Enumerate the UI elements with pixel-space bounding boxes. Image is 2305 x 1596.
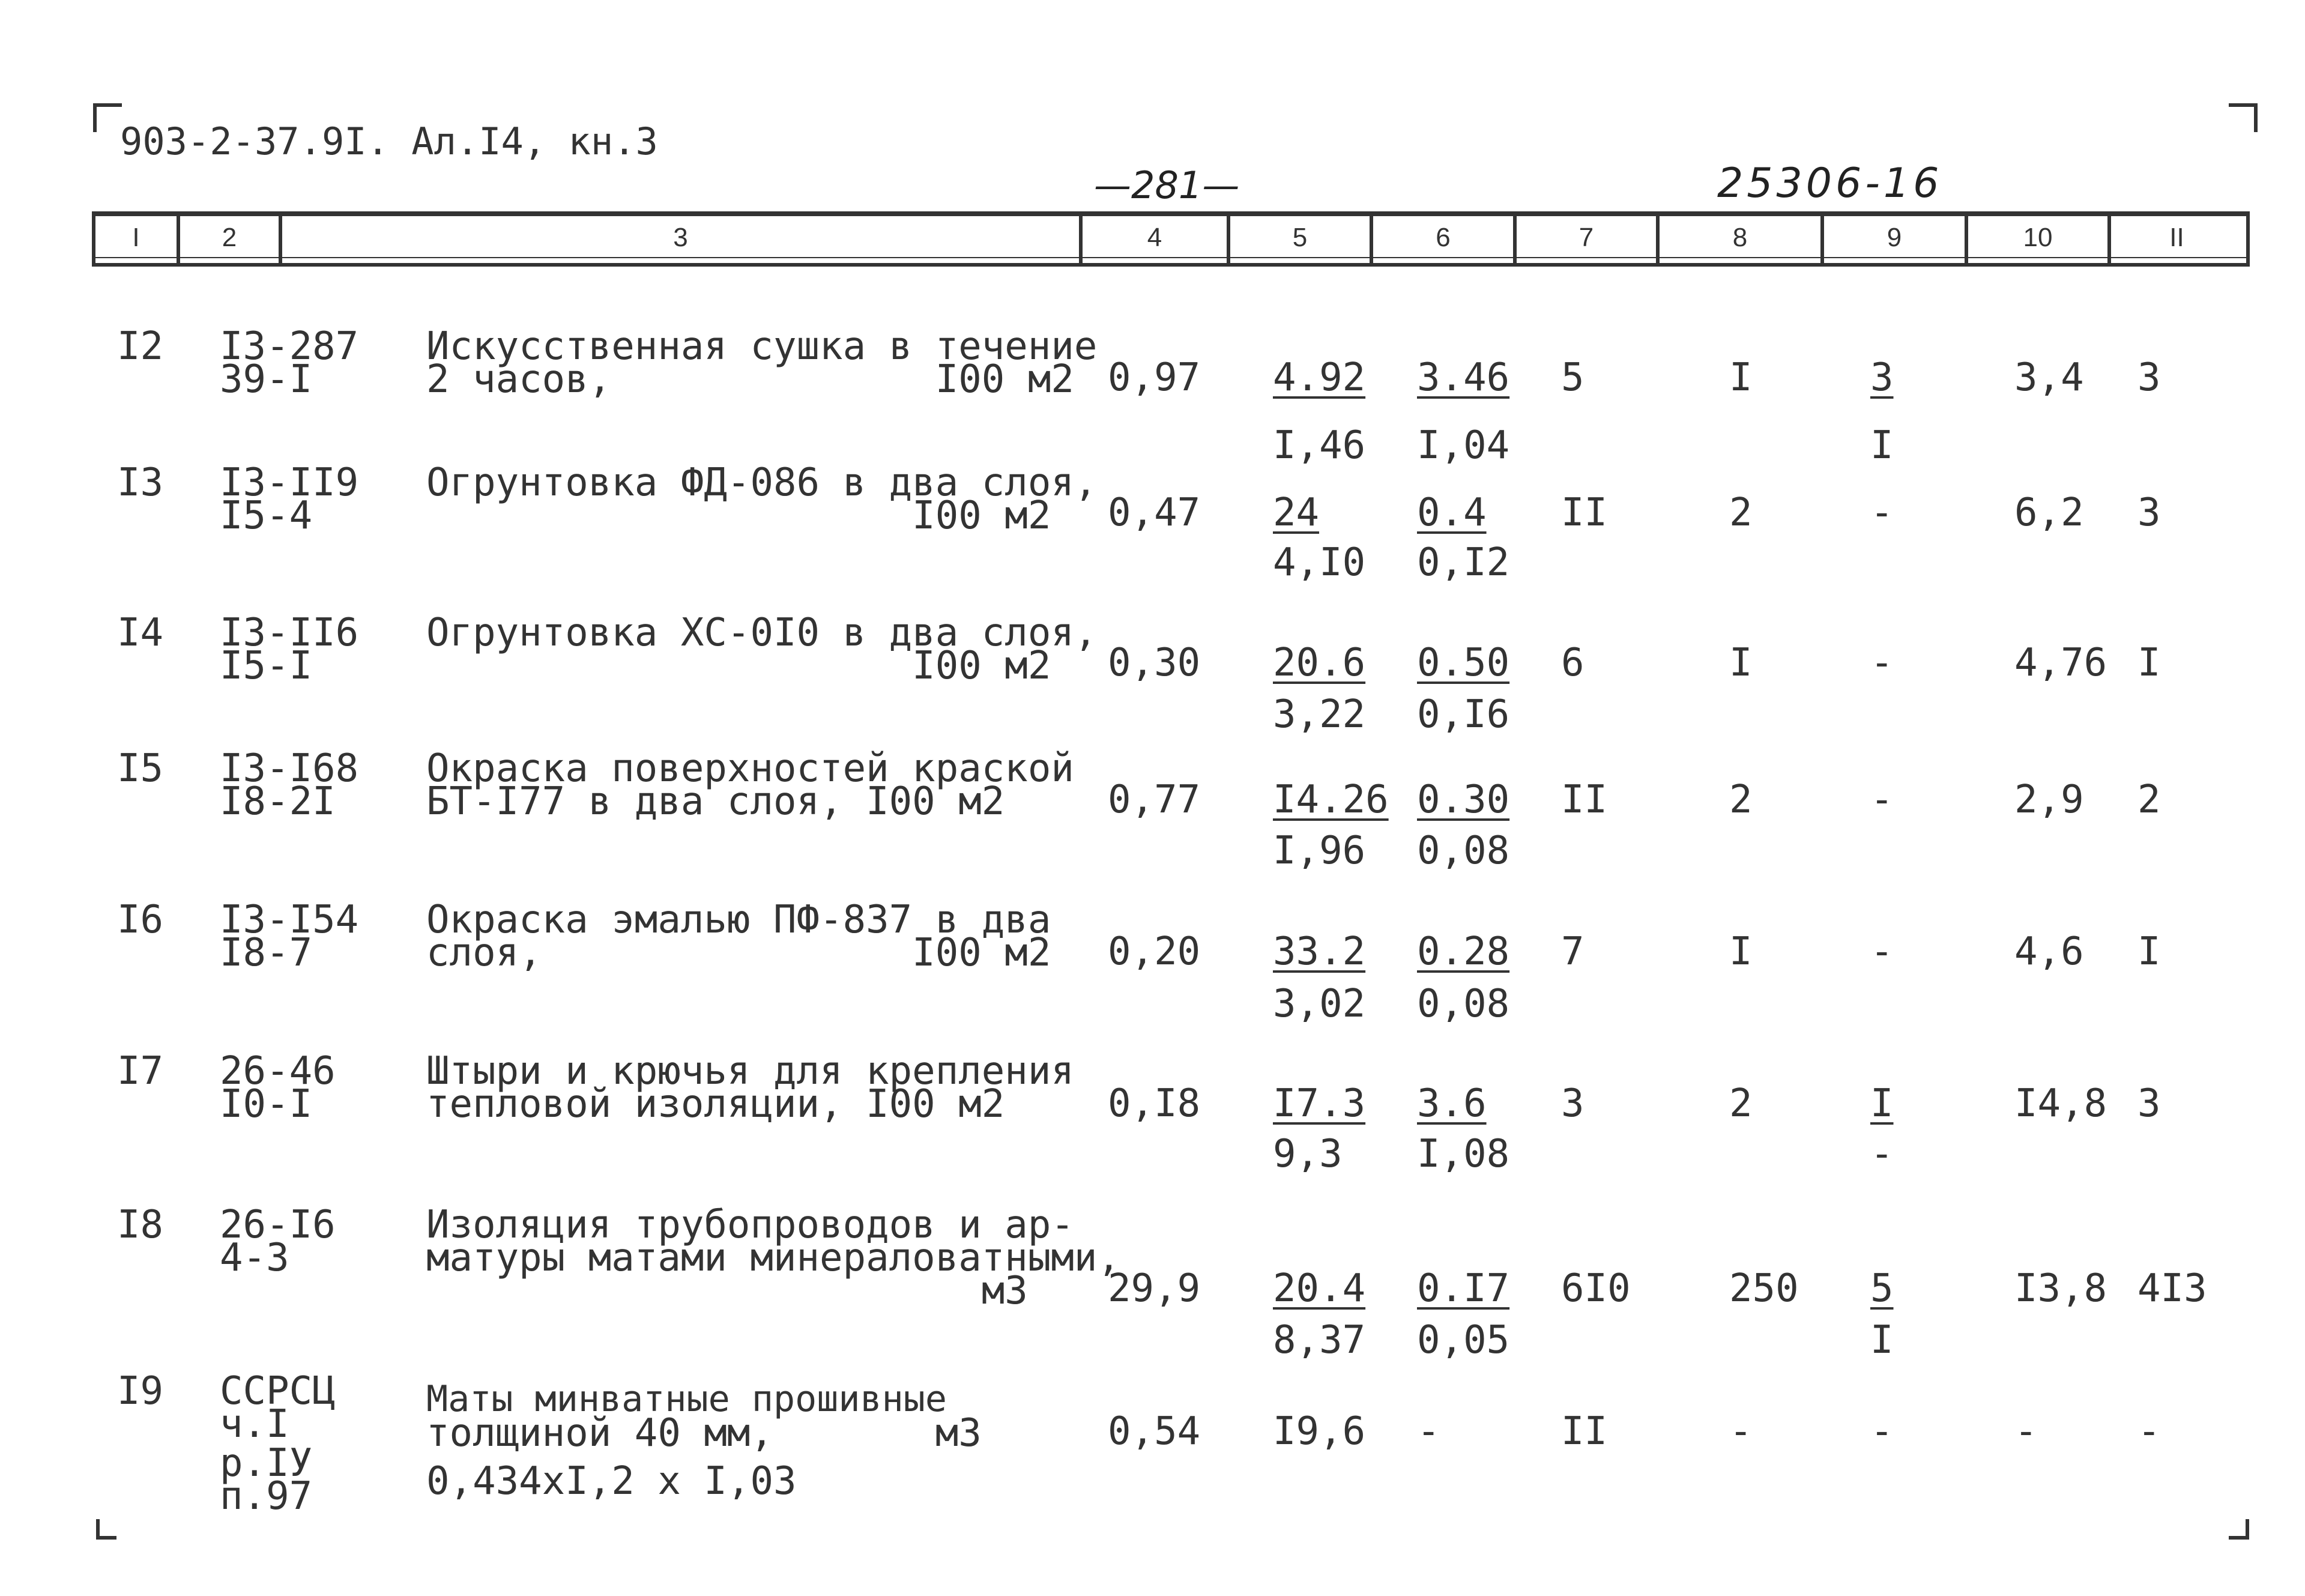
column-header-1: I xyxy=(132,223,140,252)
col10-value: 4,6 xyxy=(2014,929,2084,974)
col6-bottom: 0,08 xyxy=(1417,829,1510,873)
col8-value: 2 xyxy=(1729,491,1753,535)
norm-code-line: 26-I6 xyxy=(220,1203,336,1247)
col8-value: 2 xyxy=(1729,1081,1753,1126)
description-extra: 0,434хI,2 х I,03 xyxy=(426,1459,797,1504)
col7-value: II xyxy=(1561,1409,1608,1454)
description-line: БТ-I77 в два слоя, I00 м2 xyxy=(426,779,1005,824)
description-line: I00 м2 xyxy=(426,494,1051,538)
col5-bottom: 4,I0 xyxy=(1273,540,1366,585)
col6-top: 0.50 xyxy=(1417,641,1510,685)
col7-value: 5 xyxy=(1561,355,1584,400)
col5-top: I7.3 xyxy=(1273,1081,1366,1126)
col5-bottom: I,46 xyxy=(1273,423,1366,468)
norm-code-line: 39-I xyxy=(220,357,313,402)
norm-code-line: I3-I54 xyxy=(220,898,359,942)
description-line: Окраска поверхностей краской xyxy=(426,746,1074,791)
description-line: Штыри и крючья для крепления xyxy=(426,1049,1074,1093)
col10-value: I4,8 xyxy=(2014,1081,2107,1126)
col5-bottom: I,96 xyxy=(1273,829,1366,873)
column-header-inner-line xyxy=(95,215,2246,216)
inventory-number: 25306-16 xyxy=(1717,160,1943,207)
description-line: Окраска эмалью ПФ-837 в два xyxy=(426,898,1051,942)
col5-top: 33.2 xyxy=(1273,929,1366,974)
quantity: 29,9 xyxy=(1108,1266,1201,1311)
col7-value: II xyxy=(1561,778,1608,822)
row-number: I3 xyxy=(117,461,164,505)
col11-value: 3 xyxy=(2137,491,2161,535)
col5-top: I9,6 xyxy=(1273,1409,1366,1454)
col7-value: 6 xyxy=(1561,641,1584,685)
col6-bottom: 0,08 xyxy=(1417,982,1510,1026)
col11-value: I xyxy=(2137,929,2161,974)
row-number: I9 xyxy=(117,1369,164,1413)
corner-mark-bottom-left xyxy=(96,1519,116,1540)
corner-mark-top-left xyxy=(93,103,122,132)
norm-code-line: ч.I xyxy=(220,1402,289,1446)
norm-code-line: 26-46 xyxy=(220,1049,336,1093)
col9-bottom: - xyxy=(1870,1132,1894,1176)
col11-value: I xyxy=(2137,641,2161,685)
norm-code-line: I3-287 xyxy=(220,324,359,369)
description-line: м3 xyxy=(426,1269,1028,1313)
col6-bottom: 0,05 xyxy=(1417,1318,1510,1362)
quantity: 0,20 xyxy=(1108,929,1201,974)
col10-value: 6,2 xyxy=(2014,491,2084,535)
column-header-8: 8 xyxy=(1732,223,1748,252)
row-number: I5 xyxy=(117,746,164,791)
norm-code-line: I0-I xyxy=(220,1082,313,1126)
col6-bottom: 0,I6 xyxy=(1417,692,1510,737)
col5-top: 20.6 xyxy=(1273,641,1366,685)
col9-top: 3 xyxy=(1870,355,1894,400)
col9-bottom: I xyxy=(1870,423,1894,468)
col6-top: 0.I7 xyxy=(1417,1266,1510,1311)
col10-value: - xyxy=(2014,1409,2038,1454)
norm-code-line: I5-I xyxy=(220,644,313,688)
col6-bottom: I,08 xyxy=(1417,1132,1510,1176)
column-header-5: 5 xyxy=(1292,223,1308,252)
col11-value: 4I3 xyxy=(2137,1266,2207,1311)
corner-mark-bottom-right xyxy=(2229,1519,2249,1540)
col6-top: 3.46 xyxy=(1417,355,1510,400)
col5-top: 20.4 xyxy=(1273,1266,1366,1311)
col10-value: 4,76 xyxy=(2014,641,2107,685)
column-header-2: 2 xyxy=(222,223,237,252)
column-header-7: 7 xyxy=(1578,223,1594,252)
description-line: толщиной 40 мм, м3 xyxy=(426,1411,982,1455)
col5-bottom: 8,37 xyxy=(1273,1318,1366,1362)
col5-top: I4.26 xyxy=(1273,778,1389,822)
description-line: слоя, I00 м2 xyxy=(426,931,1051,975)
col5-top: 24 xyxy=(1273,491,1320,535)
col6-bottom: 0,I2 xyxy=(1417,540,1510,585)
description-line: 2 часов, I00 м2 xyxy=(426,357,1074,402)
col6-bottom: I,04 xyxy=(1417,423,1510,468)
col11-value: - xyxy=(2137,1409,2161,1454)
description-line: Огрунтовка ХС-0I0 в два слоя, xyxy=(426,611,1098,655)
col7-value: 7 xyxy=(1561,929,1584,974)
column-header-3: 3 xyxy=(673,223,688,252)
col6-top: - xyxy=(1417,1409,1440,1454)
norm-code-line: р.IУ xyxy=(220,1441,313,1486)
description-line: Изоляция трубопроводов и ар- xyxy=(426,1203,1074,1247)
norm-code-line: I3-II6 xyxy=(220,611,359,655)
norm-code-line: I8-7 xyxy=(220,931,313,975)
col8-value: 2 xyxy=(1729,778,1753,822)
col5-bottom: 3,02 xyxy=(1273,982,1366,1026)
description-line: Маты минватные прошивные xyxy=(426,1378,947,1420)
col11-value: 2 xyxy=(2137,778,2161,822)
col6-top: 0.28 xyxy=(1417,929,1510,974)
norm-code-line: I5-4 xyxy=(220,494,313,538)
column-header-10: 10 xyxy=(2023,223,2053,252)
col6-top: 0.30 xyxy=(1417,778,1510,822)
column-header-6: 6 xyxy=(1436,223,1451,252)
col8-value: 250 xyxy=(1729,1266,1799,1311)
col9-top: - xyxy=(1870,641,1894,685)
col5-top: 4.92 xyxy=(1273,355,1366,400)
col7-value: II xyxy=(1561,491,1608,535)
document-code: 903-2-37.9I. Ал.I4, кн.3 xyxy=(120,119,658,163)
column-header-4: 4 xyxy=(1147,223,1162,252)
quantity: 0,30 xyxy=(1108,641,1201,685)
norm-code-line: ССРСЦ xyxy=(220,1369,336,1413)
norm-code-line: I8-2I xyxy=(220,779,336,824)
col8-value: I xyxy=(1729,355,1753,400)
norm-code-line: I3-II9 xyxy=(220,461,359,505)
row-number: I2 xyxy=(117,324,164,369)
page-number: —281— xyxy=(1094,163,1240,207)
col6-top: 0.4 xyxy=(1417,491,1487,535)
column-header-11: II xyxy=(2169,223,2184,252)
col5-bottom: 9,3 xyxy=(1273,1132,1343,1176)
row-number: I8 xyxy=(117,1203,164,1247)
row-number: I4 xyxy=(117,611,164,655)
norm-code-line: I3-I68 xyxy=(220,746,359,791)
description-line: Искусственная сушка в течение xyxy=(426,324,1098,369)
col10-value: I3,8 xyxy=(2014,1266,2107,1311)
col9-top: - xyxy=(1870,491,1894,535)
col9-top: - xyxy=(1870,1409,1894,1454)
col11-value: 3 xyxy=(2137,355,2161,400)
quantity: 0,47 xyxy=(1108,491,1201,535)
description-line: I00 м2 xyxy=(426,644,1051,688)
norm-code-line: п.97 xyxy=(220,1474,313,1519)
quantity: 0,77 xyxy=(1108,778,1201,822)
description-line: матуры матами минераловатными, xyxy=(426,1236,1120,1280)
column-header-9: 9 xyxy=(1887,223,1902,252)
col9-top: I xyxy=(1870,1081,1894,1126)
quantity: 0,97 xyxy=(1108,355,1201,400)
col5-bottom: 3,22 xyxy=(1273,692,1366,737)
col8-value: I xyxy=(1729,641,1753,685)
description-line: Огрунтовка ФД-086 в два слоя, xyxy=(426,461,1098,505)
col9-top: - xyxy=(1870,778,1894,822)
col8-value: I xyxy=(1729,929,1753,974)
row-number: I7 xyxy=(117,1049,164,1093)
col10-value: 3,4 xyxy=(2014,355,2084,400)
col7-value: 6I0 xyxy=(1561,1266,1631,1311)
norm-code-line: 4-3 xyxy=(220,1236,289,1280)
col6-top: 3.6 xyxy=(1417,1081,1487,1126)
col9-top: 5 xyxy=(1870,1266,1894,1311)
quantity: 0,I8 xyxy=(1108,1081,1201,1126)
col10-value: 2,9 xyxy=(2014,778,2084,822)
col9-top: - xyxy=(1870,929,1894,974)
col11-value: 3 xyxy=(2137,1081,2161,1126)
quantity: 0,54 xyxy=(1108,1409,1201,1454)
col8-value: - xyxy=(1729,1409,1753,1454)
col7-value: 3 xyxy=(1561,1081,1584,1126)
description-line: тепловой изоляции, I00 м2 xyxy=(426,1082,1005,1126)
corner-mark-top-right xyxy=(2229,103,2258,132)
col9-bottom: I xyxy=(1870,1318,1894,1362)
row-number: I6 xyxy=(117,898,164,942)
